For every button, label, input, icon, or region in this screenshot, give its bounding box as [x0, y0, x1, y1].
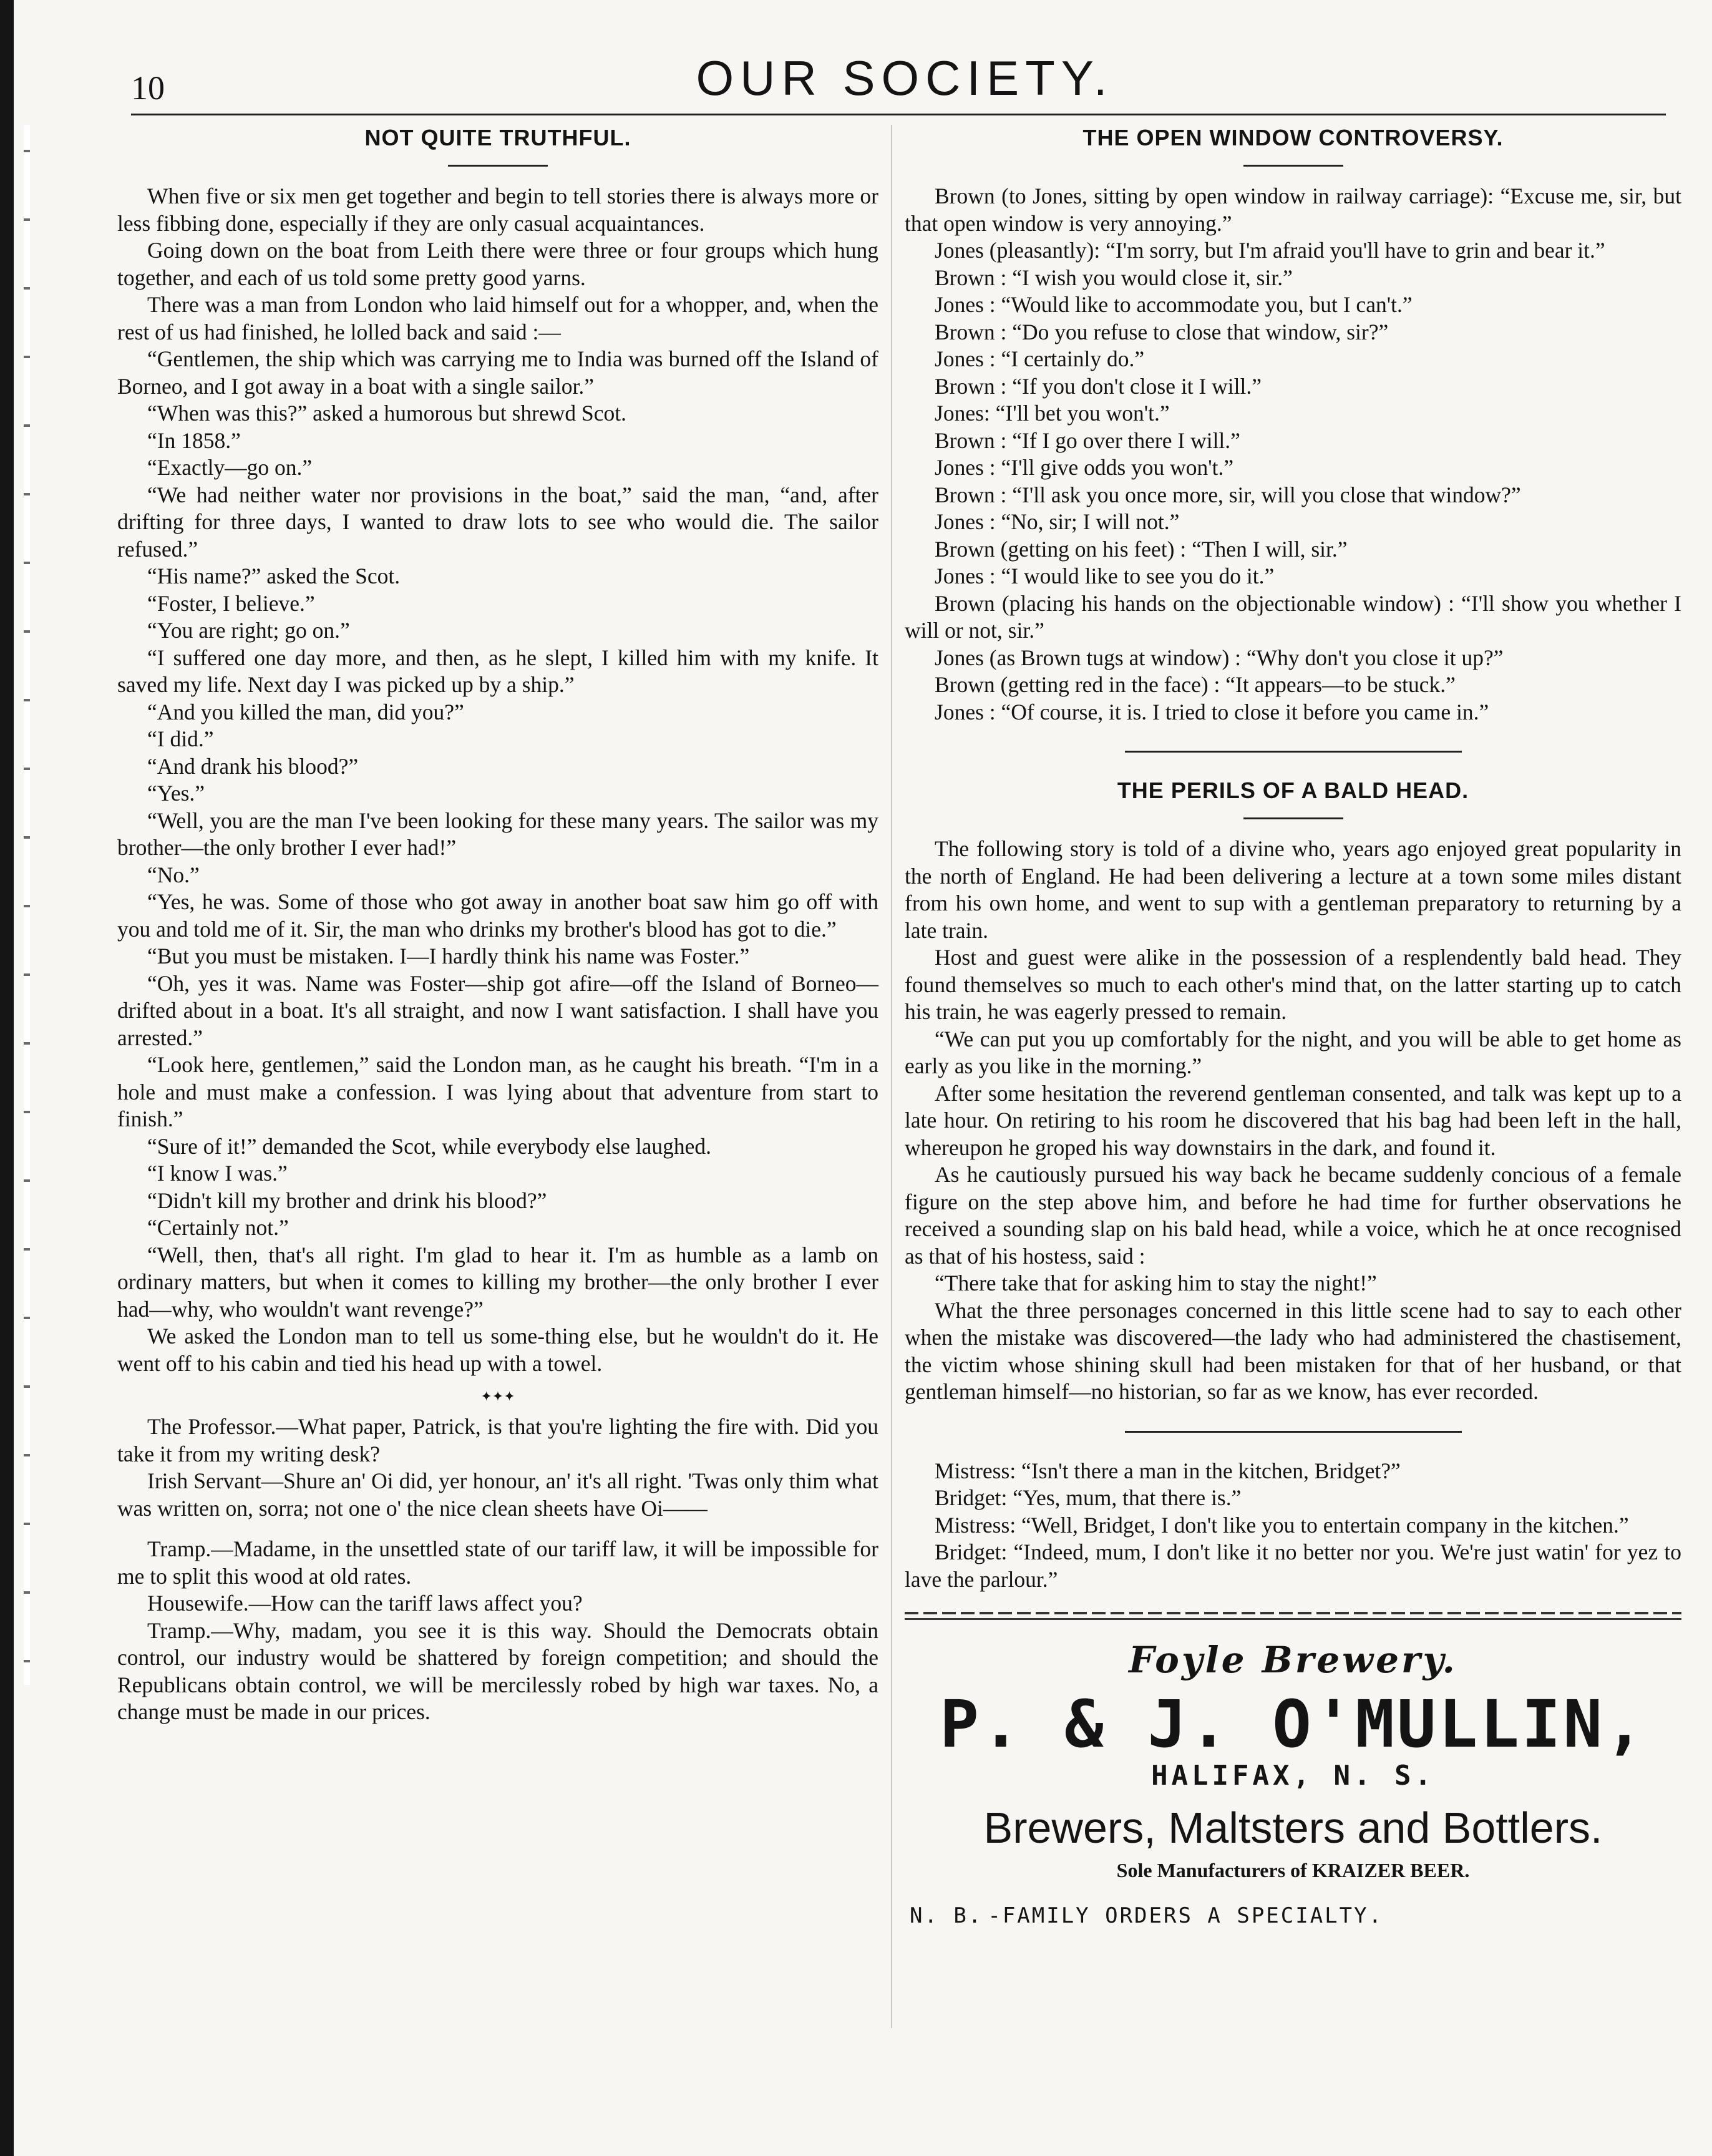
dialogue-line: Jones : “Would like to accommodate you, but I can't.”: [935, 292, 1413, 317]
ad-company-name: P. & J. O'MULLIN,: [940, 1686, 1646, 1762]
section-rule: [1125, 1431, 1462, 1433]
paragraph: “Yes.”: [147, 781, 205, 806]
dialogue-line: Jones (as Brown tugs at window) : “Why don't you close it up?”: [935, 645, 1504, 670]
section-ornament: ✦✦✦: [480, 1388, 515, 1404]
dialogue-line: Jones : “Of course, it is. I tried to close it before you came in.”: [935, 699, 1489, 724]
paragraph: “In 1858.”: [147, 427, 241, 453]
dialogue-line: Mistress: “Well, Bridget, I don't like you to entertain company in the kitchen.”: [935, 1512, 1629, 1538]
dialogue-line: Jones : “I'll give odds you won't.”: [935, 455, 1234, 480]
paragraph: Tramp.—Why, madam, you see it is this way. Should the Democrats obtain control, our industry would be shattered by foreign competition; and should the Republicans obtain control, we will be mercilessly robed by high war taxes. No, a change must be made in our prices.: [117, 1617, 878, 1724]
dialogue-line: Brown : “I wish you would close it, sir.”: [935, 265, 1293, 290]
dialogue-line: Brown (getting on his feet) : “Then I will, sir.”: [935, 536, 1348, 562]
header-rule: [131, 114, 1666, 115]
ad-brand: Foyle Brewery.: [1129, 1639, 1457, 1681]
headline-rule: [448, 165, 548, 167]
article-headline-not-quite-truthful: NOT QUITE TRUTHFUL.: [364, 125, 631, 150]
ad-city: HALIFAX, N. S.: [1151, 1760, 1435, 1792]
article-body-mistress: [905, 1458, 1681, 1594]
dialogue-line: Brown (getting red in the face) : “It appears—to be stuck.”: [935, 672, 1456, 697]
dialogue-line: Jones : “No, sir; I will not.”: [935, 509, 1180, 534]
article-body-professor: [117, 1413, 878, 1522]
ad-trade-line: Brewers, Maltsters and Bottlers.: [983, 1803, 1603, 1852]
dialogue-line: Bridget: “Indeed, mum, I don't like it no better nor you. We're just watin' for yez to lave the parlour.”: [905, 1539, 1681, 1592]
column-divider: [891, 125, 892, 2028]
paragraph: “Gentlemen, the ship which was carrying me to India was burned off the Island of Borneo, and I got away in a boat with a single sailor.”: [117, 346, 878, 399]
dialogue-line: Brown : “Do you refuse to close that window, sir?”: [935, 319, 1389, 344]
page-number: 10: [131, 69, 165, 107]
paragraph: “I did.”: [147, 726, 214, 751]
paragraph: “We can put you up comfortably for the night, and you will be able to get home as early as you like in the morning.”: [905, 1026, 1681, 1078]
dialogue-line: Jones : “I would like to see you do it.”: [935, 563, 1275, 588]
paragraph: “Yes, he was. Some of those who got away in another boat saw him go off with you and told me of it. Sir, the man who drinks my brother's blood has got to die.”: [117, 889, 878, 942]
ad-border-top-solid: [905, 1618, 1681, 1620]
dialogue-line: Brown : “If you don't close it I will.”: [935, 373, 1262, 399]
article-headline-bald-head: THE PERILS OF A BALD HEAD.: [1117, 778, 1469, 803]
headline-rule: [1243, 817, 1343, 819]
paragraph: When five or six men get together and begin to tell stories there is always more or less fibbing done, especially if they are only casual acquaintances.: [117, 183, 878, 236]
dialogue-line: Jones: “I'll bet you won't.”: [935, 401, 1170, 426]
paragraph: “Oh, yes it was. Name was Foster—ship got afire—off the Island of Borneo—drifted about in a boat. It's all straight, and now I want satisfaction. I shall have you arrested.”: [117, 970, 878, 1050]
paragraph: “Sure of it!” demanded the Scot, while everybody else laughed.: [147, 1133, 711, 1159]
article-headline-open-window: THE OPEN WINDOW CONTROVERSY.: [1082, 125, 1504, 150]
dialogue-line: Brown (placing his hands on the objectionable window) : “I'll show you whether I will or not, sir.”: [905, 590, 1681, 643]
dialogue-line: Brown (to Jones, sitting by open window in railway carriage): “Excuse me, sir, but that open window is very annoying.”: [905, 183, 1681, 236]
ad-sole-manufacturers: Sole Manufacturers of KRAIZER BEER.: [1116, 1859, 1470, 1881]
paragraph: “You are right; go on.”: [147, 618, 350, 643]
article-body-bald-head: [905, 836, 1681, 1406]
paragraph: “And drank his blood?”: [147, 753, 359, 779]
paragraph: Going down on the boat from Leith there were three or four groups which hung together, and each of us told some pretty good yarns.: [117, 238, 878, 290]
masthead: OUR SOCIETY.: [696, 51, 1114, 105]
paragraph: What the three personages concerned in this little scene had to say to each other when the mistake was discovered—the lady who had administered the chastisement, the victim whose shining skull had been mistaken for that of her husband, or that gentleman himself—no historian, so far as we know, has ever recorded.: [905, 1297, 1681, 1404]
paragraph: Host and guest were alike in the possession of a resplendently bald head. They found themselves so much to each other's mind that, on the latter starting up to catch his train, he was eagerly pressed to remain.: [905, 945, 1681, 1024]
paragraph: “Well, then, that's all right. I'm glad to hear it. I'm as humble as a lamb on ordinary matters, but when it comes to killing my brother—the only brother I ever had—why, who wouldn't want revenge?”: [117, 1242, 878, 1322]
paragraph: “I suffered one day more, and then, as he slept, I killed him with my knife. It saved my life. Next day I was picked up by a ship.”: [117, 645, 878, 697]
section-rule: [1125, 751, 1462, 753]
paragraph: Irish Servant—Shure an' Oi did, yer honour, an' it's all right. 'Twas only thim what was written on, sorra; not one o' the nice clean sheets have Oi——: [117, 1468, 878, 1521]
left-column: [117, 125, 878, 1726]
paragraph: After some hesitation the reverend gentleman consented, and talk was kept up to a late hour. On retiring to his room he discovered that his bag had been left in the hall, whereupon he groped his way downstairs in the dark, and found it.: [905, 1080, 1681, 1160]
paragraph: “His name?” asked the Scot.: [147, 563, 401, 588]
paragraph: Tramp.—Madame, in the unsettled state of our tariff law, it will be impossible for me to split this wood at old rates.: [117, 1536, 878, 1589]
binding-marks: [24, 125, 30, 1685]
article-body-open-window: [905, 183, 1681, 726]
paragraph: “We had neither water nor provisions in the boat,” said the man, “and, after drifting for three days, I wanted to draw lots to see who would die. The sailor refused.”: [117, 482, 878, 562]
dialogue-line: Brown : “I'll ask you once more, sir, will you close that window?”: [935, 482, 1521, 507]
page-header: [131, 44, 1678, 119]
ad-border-top: [905, 1612, 1681, 1614]
headline-rule: [1243, 165, 1343, 167]
spacer: [117, 1522, 878, 1536]
paragraph: “Foster, I believe.”: [147, 590, 315, 616]
paragraph: The following story is told of a divine who, years ago enjoyed great popularity in the north of England. He had been delivering a lecture at a town some miles distant from his own home, and went to sup with a gentleman preparatory to returning by a late train.: [905, 836, 1681, 943]
dialogue-line: Jones (pleasantly): “I'm sorry, but I'm afraid you'll have to grin and bear it.”: [935, 238, 1605, 263]
dialogue-line: Jones : “I certainly do.”: [935, 346, 1145, 371]
paragraph: “Look here, gentlemen,” said the London man, as he caught his breath. “I'm in a hole and must make a confession. I was lying about that adventure from start to finish.”: [117, 1052, 878, 1131]
paragraph: “Well, you are the man I've been looking for these many years. The sailor was my brother—the only brother I ever had!”: [117, 807, 878, 860]
brewery-advertisement: [905, 1639, 1681, 1928]
paragraph: “Exactly—go on.”: [147, 455, 313, 480]
paragraph: “When was this?” asked a humorous but shrewd Scot.: [147, 401, 626, 426]
paragraph: “There take that for asking him to stay the night!”: [935, 1271, 1377, 1295]
paragraph: “And you killed the man, did you?”: [147, 699, 464, 724]
paragraph: “Certainly not.”: [147, 1215, 289, 1240]
article-body-tramp: [117, 1536, 878, 1726]
right-column: [905, 125, 1681, 1928]
ad-family-orders: [905, 1903, 1681, 1928]
dialogue-line: Mistress: “Isn't there a man in the kitchen, Bridget?”: [935, 1458, 1401, 1483]
article-body-not-quite-truthful: [117, 183, 878, 1377]
paragraph: Housewife.—How can the tariff laws affect you?: [147, 1591, 583, 1616]
paragraph: We asked the London man to tell us some-thing else, but he wouldn't do it. He went off to his cabin and tied his head up with a towel.: [117, 1324, 878, 1376]
paragraph: As he cautiously pursued his way back he became suddenly concious of a female figure on the step above him, and before he had time for further observations he received a sounding slap on his bald head, while a voice, which he at once recognised as that of his hostess, said :: [905, 1162, 1681, 1269]
dialogue-line: Bridget: “Yes, mum, that there is.”: [935, 1485, 1242, 1510]
page-edge-shadow: [0, 0, 14, 2156]
ad-nb: N. B.: [910, 1903, 983, 1928]
paragraph: “But you must be mistaken. I—I hardly think his name was Foster.”: [147, 944, 750, 968]
paragraph: “Didn't kill my brother and drink his blood?”: [147, 1188, 547, 1213]
ad-orders-text: -FAMILY ORDERS A SPECIALTY.: [988, 1903, 1384, 1928]
paragraph: “I know I was.”: [147, 1161, 288, 1186]
dialogue-line: Brown : “If I go over there I will.”: [935, 427, 1240, 453]
paragraph: The Professor.—What paper, Patrick, is that you're lighting the fire with. Did you take it from my writing desk?: [117, 1414, 878, 1466]
paragraph: “No.”: [147, 862, 200, 887]
paragraph: There was a man from London who laid himself out for a whopper, and, when the rest of us had finished, he lolled back and said :—: [117, 292, 878, 344]
